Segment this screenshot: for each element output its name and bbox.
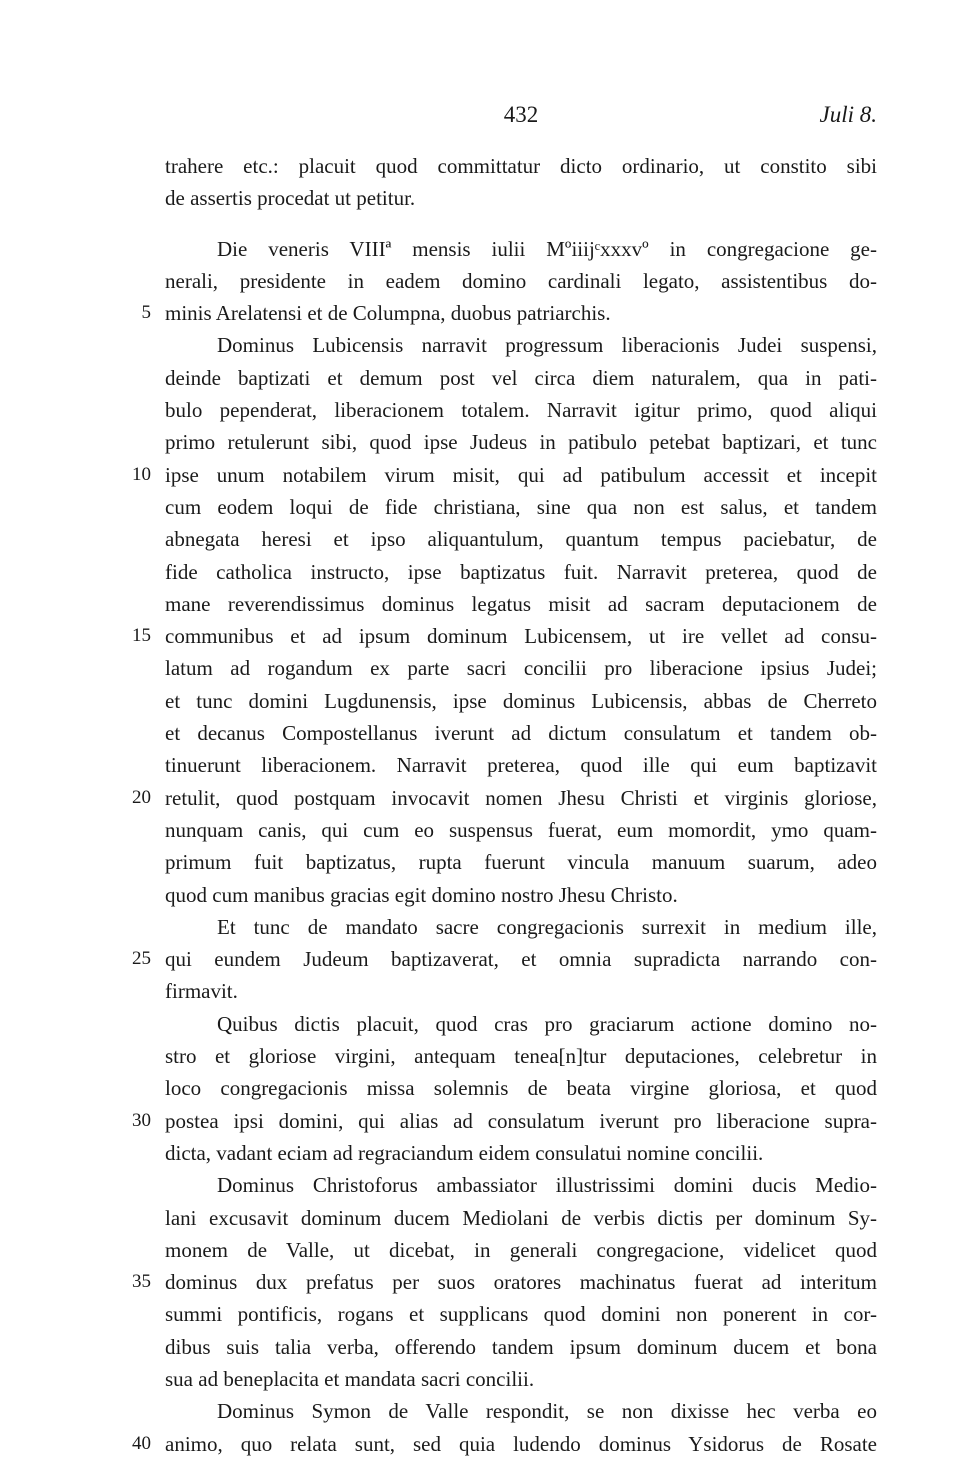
line-text: de assertis procedat ut petitur.: [165, 186, 416, 211]
page-header: [165, 102, 877, 134]
text-line: [165, 1363, 877, 1395]
line-text: fide catholica instructo, ipse baptizatus fuit. Narravit preterea, quod de: [165, 559, 877, 584]
text-line: [165, 233, 877, 265]
line-text: minis Arelatensi et de Columpna, duobus patriarchis.: [165, 301, 611, 326]
text-line: [165, 652, 877, 684]
line-text: nunquam canis, qui cum eo suspensus fuerat, eum momordit, ymo quam-: [165, 817, 877, 842]
line-text: summi pontificis, rogans et supplicans quod domini non ponerent in cor-: [165, 1302, 877, 1327]
line-number: 15: [132, 625, 151, 647]
text-line: [165, 1298, 877, 1330]
text-line: [165, 588, 877, 620]
text-line: [165, 975, 877, 1007]
text-line: [132, 1266, 877, 1298]
line-text: communibus et ad ipsum dominum Lubicensem, ut ire vellet ad consu-: [165, 624, 877, 649]
line-text: dicta, vadant eciam ad regraciandum eidem consulatui nomine concilii.: [165, 1140, 764, 1165]
text-line: [165, 814, 877, 846]
line-text: retulit, quod postquam invocavit nomen Jhesu Christi et virginis gloriose,: [165, 785, 877, 810]
line-number: 25: [132, 948, 151, 970]
text-line: [165, 1040, 877, 1072]
text-line: [165, 879, 877, 911]
text-line: [132, 782, 877, 814]
line-number: 40: [132, 1432, 151, 1454]
line-number: 35: [132, 1271, 151, 1293]
text-line: [132, 459, 877, 491]
line-text: monem de Valle, ut dicebat, in generali congregacione, videlicet quod: [165, 1237, 877, 1262]
text-line: [165, 394, 877, 426]
text-line: [165, 329, 877, 361]
text-line: [165, 1202, 877, 1234]
line-text: cum eodem loqui de fide christiana, sine qua non est salus, et tandem: [165, 494, 877, 519]
page-number: 432: [503, 102, 539, 127]
text-line: [141, 297, 877, 329]
text-line: [165, 362, 877, 394]
text-line: [165, 556, 877, 588]
line-text: primo retulerunt sibi, quod ipse Judeus in patibulo petebat baptizari, et tunc: [165, 430, 877, 455]
text-line: [165, 1008, 877, 1040]
line-text: Dominus Lubicensis narravit progressum liberacionis Judei suspensi,: [217, 333, 877, 358]
line-text: deinde baptizati et demum post vel circa diem naturalem, qua in pati-: [165, 365, 877, 390]
line-number: 30: [132, 1109, 151, 1131]
line-text: ipse unum notabilem virum misit, qui ad patibulum accessit et incepit: [165, 462, 877, 487]
line-text: Quibus dictis placuit, quod cras pro graciarum actione domino no-: [217, 1011, 877, 1036]
text-line: [165, 846, 877, 878]
line-number: 10: [132, 463, 151, 485]
line-text: dominus dux prefatus per suos oratores machinatus fuerat ad interitum: [165, 1270, 877, 1295]
text-line: [132, 1105, 877, 1137]
line-text: firmavit.: [165, 979, 238, 1004]
line-text: stro et gloriose virgini, antequam tenea[n]tur deputaciones, celebretur in: [165, 1044, 877, 1069]
line-text: Dominus Symon de Valle respondit, se non dixisse hec verba eo: [217, 1399, 877, 1424]
line-text: trahere etc.: placuit quod committatur dicto ordinario, ut constito sibi: [165, 154, 877, 178]
text-line: [165, 911, 877, 943]
text-line: [165, 1395, 877, 1427]
line-text: dibus suis talia verba, offerendo tandem ipsum dominum ducem et bona: [165, 1334, 877, 1359]
line-text: abnegata heresi et ipso aliquantulum, quantum tempus paciebatur, de: [165, 527, 877, 552]
text-line: [132, 1428, 877, 1460]
text-line: [132, 943, 877, 975]
line-text: lani excusavit dominum ducem Mediolani de verbis dictis per dominum Sy-: [165, 1205, 877, 1230]
text-line: [165, 523, 877, 555]
line-text: qui eundem Judeum baptizaverat, et omnia supradicta narrando con-: [165, 947, 877, 972]
line-text: latum ad rogandum ex parte sacri concilii pro liberacione ipsius Judei;: [165, 656, 877, 681]
text-line: [165, 717, 877, 749]
text-line: [165, 749, 877, 781]
text-line: [165, 150, 877, 182]
line-text: quod cum manibus gracias egit domino nostro Jhesu Christo.: [165, 882, 678, 907]
line-text: sua ad beneplacita et mandata sacri concilii.: [165, 1366, 535, 1391]
text-line: [165, 1137, 877, 1169]
text-line: [165, 1331, 877, 1363]
line-text: bulo pependerat, liberacionem totalem. Narravit igitur primo, quod aliqui: [165, 398, 877, 423]
line-text: Dominus Christoforus ambassiator illustrissimi domini ducis Medio-: [217, 1173, 877, 1198]
text-line: [165, 426, 877, 458]
line-text: animo, quo relata sunt, sed quia ludendo dominus Ysidorus de Rosate: [165, 1431, 877, 1456]
text-line: [165, 1169, 877, 1201]
line-text: Et tunc de mandato sacre congregacionis surrexit in medium ille,: [217, 914, 877, 939]
line-text: tinuerunt liberacionem. Narravit preterea, quod ille qui eum baptizavit: [165, 753, 877, 778]
text-line: [165, 1072, 877, 1104]
body-text: [132, 150, 877, 1460]
text-line: [165, 182, 877, 214]
text-line: [165, 1234, 877, 1266]
running-head: Juli 8.: [819, 102, 877, 127]
line-number: 20: [132, 786, 151, 808]
paragraph-spacer: [165, 215, 877, 233]
line-text: nerali, presidente in eadem domino cardinali legato, assistentibus do-: [165, 268, 877, 293]
line-text: et tunc domini Lugdunensis, ipse dominus Lubicensis, abbas de Cherreto: [165, 688, 877, 713]
line-text: Die veneris VIIIª mensis iulii Mºiiijᶜxxxvº in congregacione ge-: [217, 236, 877, 261]
line-text: primum fuit baptizatus, rupta fuerunt vincula manuum suarum, adeo: [165, 850, 877, 875]
line-text: postea ipsi domini, qui alias ad consulatum iverunt pro liberacione supra-: [165, 1108, 877, 1133]
line-text: mane reverendissimus dominus legatus misit ad sacram deputacionem de: [165, 591, 877, 616]
text-line: [165, 265, 877, 297]
line-number: 5: [141, 302, 151, 324]
line-text: et decanus Compostellanus iverunt ad dictum consulatum et tandem ob-: [165, 721, 877, 746]
text-line: [165, 685, 877, 717]
line-text: loco congregacionis missa solemnis de beata virgine gloriosa, et quod: [165, 1076, 877, 1101]
text-line: [132, 620, 877, 652]
text-line: [165, 491, 877, 523]
